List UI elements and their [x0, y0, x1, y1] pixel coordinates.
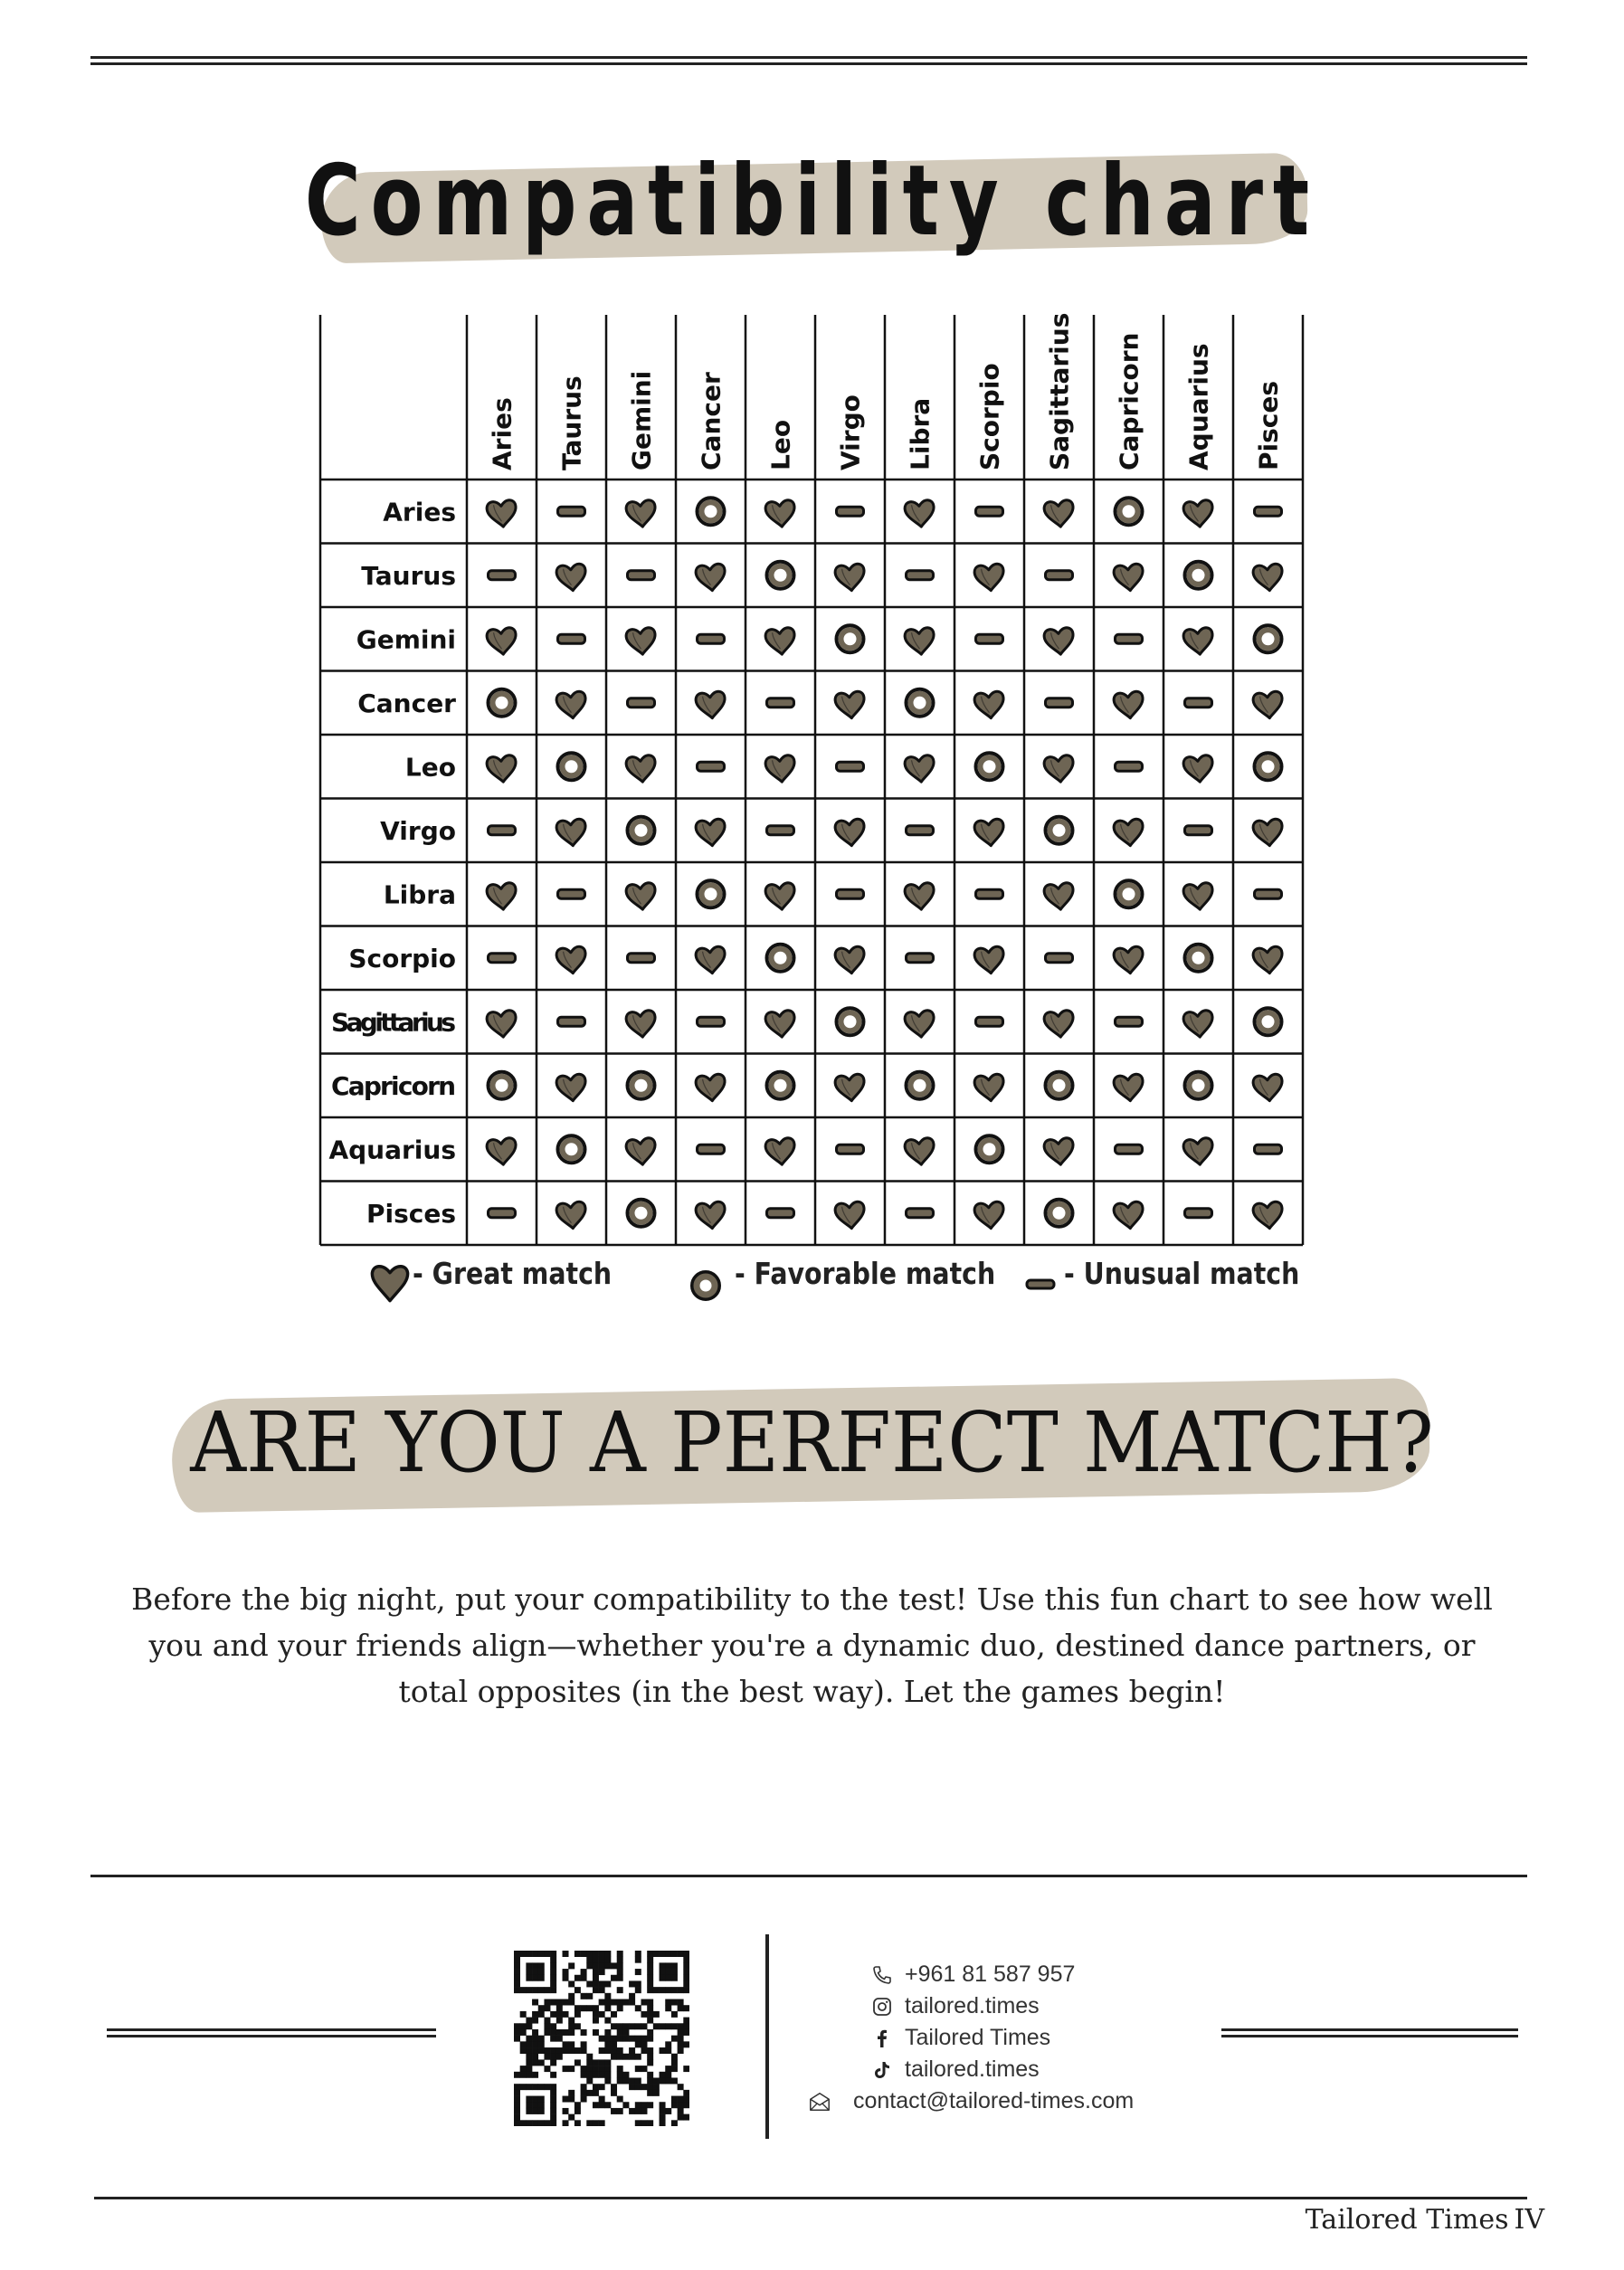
- row-header-virgo: Virgo: [380, 815, 456, 846]
- dash-icon: [698, 762, 725, 771]
- heart-icon: [625, 627, 657, 656]
- dash-icon: [767, 698, 794, 708]
- footer-issue: IV: [1514, 2204, 1544, 2236]
- tiktok-text: tailored.times: [905, 2056, 1040, 2082]
- heart-icon: [834, 946, 866, 975]
- dash-icon: [976, 634, 1003, 643]
- circle-icon: [558, 1135, 585, 1163]
- row-header-sagittarius: Sagittarius: [331, 1007, 456, 1038]
- heart-icon: [973, 1074, 1005, 1103]
- heart-icon: [1113, 564, 1144, 593]
- circle-icon: [767, 562, 794, 589]
- row-header-leo: Leo: [404, 752, 456, 783]
- dash-icon: [489, 826, 516, 835]
- circle-icon: [1116, 880, 1143, 907]
- heart-icon: [1043, 1137, 1075, 1166]
- heart-icon: [1043, 882, 1075, 911]
- heart-icon: [1182, 1137, 1214, 1166]
- dash-icon: [837, 507, 864, 516]
- heart-icon: [973, 1201, 1005, 1230]
- heart-icon: [1252, 564, 1284, 593]
- legend-circle-icon: [688, 1268, 724, 1304]
- heart-icon: [765, 1137, 796, 1166]
- legend-dash-icon: [1024, 1276, 1057, 1294]
- heart-icon: [904, 882, 935, 911]
- heart-icon: [556, 1201, 587, 1230]
- column-header-gemini: Gemini: [626, 370, 657, 470]
- heart-icon: [625, 499, 657, 528]
- heart-icon: [973, 819, 1005, 848]
- dash-icon: [1046, 571, 1073, 580]
- heart-icon: [834, 819, 866, 848]
- heart-icon: [625, 882, 657, 911]
- dash-icon: [558, 634, 585, 643]
- dash-icon: [837, 762, 864, 771]
- heart-icon: [486, 627, 518, 656]
- heart-icon: [834, 1074, 866, 1103]
- heart-icon: [904, 499, 935, 528]
- circle-icon: [628, 1072, 655, 1099]
- email-text: contact@tailored-times.com: [853, 2088, 1135, 2113]
- dash-icon: [1185, 698, 1212, 708]
- heart-icon: [1182, 755, 1214, 784]
- contact-facebook[interactable]: [870, 2025, 1050, 2051]
- mail-icon: [808, 2090, 831, 2113]
- heart-icon: [1113, 819, 1144, 848]
- circle-icon: [698, 880, 725, 907]
- qr-code[interactable]: [514, 1951, 689, 2126]
- section-heading: ARE YOU A PERFECT MATCH?: [190, 1394, 1434, 1491]
- footer-top-rule: [90, 1875, 1527, 1877]
- heart-icon: [1252, 691, 1284, 720]
- circle-icon: [1046, 817, 1073, 844]
- heart-icon: [1252, 1074, 1284, 1103]
- grid-lines: [320, 312, 1303, 1245]
- heart-icon: [695, 564, 727, 593]
- dash-icon: [1255, 507, 1282, 516]
- column-header-cancer: Cancer: [696, 372, 727, 470]
- dash-icon: [489, 954, 516, 963]
- heart-icon: [834, 691, 866, 720]
- heart-icon: [973, 946, 1005, 975]
- heart-icon: [556, 946, 587, 975]
- dash-icon: [767, 826, 794, 835]
- row-header-aries: Aries: [383, 497, 456, 527]
- heart-icon: [1043, 627, 1075, 656]
- row-header-aquarius: Aquarius: [328, 1135, 456, 1165]
- footer-right-double-rule: [1221, 2028, 1518, 2037]
- column-header-sagittarius: Sagittarius: [1044, 312, 1075, 470]
- heart-icon: [1113, 1074, 1144, 1103]
- legend-favorable-label: - Favorable match: [735, 1256, 996, 1291]
- compatibility-grid: [308, 308, 1312, 1267]
- column-header-libra: Libra: [905, 397, 935, 470]
- heart-icon: [486, 755, 518, 784]
- heart-icon: [904, 1010, 935, 1039]
- circle-icon: [558, 753, 585, 780]
- legend-heart-icon: [369, 1261, 411, 1303]
- heart-icon: [904, 1137, 935, 1166]
- heart-icon: [486, 882, 518, 911]
- dash-icon: [698, 634, 725, 643]
- dash-icon: [767, 1209, 794, 1218]
- circle-icon: [489, 1072, 516, 1099]
- dash-icon: [1116, 762, 1143, 771]
- dash-icon: [628, 571, 655, 580]
- heart-icon: [765, 755, 796, 784]
- column-header-scorpio: Scorpio: [974, 363, 1005, 470]
- heart-icon: [695, 1201, 727, 1230]
- heart-icon: [695, 1074, 727, 1103]
- heart-icon: [1043, 499, 1075, 528]
- contact-instagram[interactable]: [870, 1993, 1040, 2019]
- heart-icon: [1043, 1010, 1075, 1039]
- dash-icon: [907, 954, 934, 963]
- heart-icon: [1252, 946, 1284, 975]
- instagram-icon: [870, 1995, 894, 2018]
- heart-icon: [1113, 691, 1144, 720]
- heart-icon: [1252, 819, 1284, 848]
- footer-vertical-divider: [765, 1934, 769, 2139]
- heart-icon: [625, 755, 657, 784]
- row-header-libra: Libra: [383, 879, 456, 910]
- qr-modules: [514, 1951, 689, 2126]
- heart-icon: [486, 499, 518, 528]
- column-header-aries: Aries: [487, 397, 518, 470]
- dash-icon: [489, 1209, 516, 1218]
- circle-icon: [1046, 1072, 1073, 1099]
- heart-icon: [973, 691, 1005, 720]
- phone-text: +961 81 587 957: [905, 1961, 1076, 1987]
- heart-icon: [1182, 882, 1214, 911]
- contact-tiktok[interactable]: [870, 2056, 1040, 2083]
- circle-icon: [1185, 1072, 1212, 1099]
- footer-brand-name: Tailored Times: [1305, 2204, 1509, 2236]
- heart-icon: [695, 946, 727, 975]
- heart-icon: [625, 1010, 657, 1039]
- row-header-taurus: Taurus: [361, 560, 456, 591]
- dash-icon: [976, 507, 1003, 516]
- row-header-pisces: Pisces: [366, 1198, 456, 1229]
- column-header-aquarius: Aquarius: [1183, 343, 1214, 470]
- legend-great-label: - Great match: [413, 1256, 613, 1291]
- dash-icon: [698, 1144, 725, 1154]
- heart-icon: [1113, 1201, 1144, 1230]
- circle-icon: [628, 817, 655, 844]
- instagram-text: tailored.times: [905, 1993, 1040, 2018]
- facebook-icon: [870, 2027, 894, 2050]
- heart-icon: [765, 627, 796, 656]
- dash-icon: [1185, 1209, 1212, 1218]
- circle-icon: [837, 1008, 864, 1035]
- dash-icon: [1116, 1017, 1143, 1026]
- heart-icon: [1182, 627, 1214, 656]
- column-header-capricorn: Capricorn: [1114, 332, 1144, 470]
- dash-icon: [1185, 826, 1212, 835]
- heart-icon: [556, 1074, 587, 1103]
- row-header-capricorn: Capricorn: [331, 1070, 456, 1101]
- intro-paragraph: Before the big night, put your compatibility to the test! Use this fun chart to see how well you and your friends align—whether you're a dynamic duo, destined dance partners, or total opposites (in the best way). Let the games begin!: [131, 1581, 1493, 1709]
- dash-icon: [698, 1017, 725, 1026]
- circle-icon: [489, 689, 516, 717]
- column-header-taurus: Taurus: [556, 375, 587, 470]
- footer-brand: [1306, 2204, 1544, 2236]
- dash-icon: [907, 826, 934, 835]
- circle-icon: [698, 498, 725, 525]
- circle-icon: [976, 1135, 1003, 1163]
- dash-icon: [1116, 634, 1143, 643]
- heart-icon: [1182, 499, 1214, 528]
- row-header-cancer: Cancer: [357, 688, 456, 718]
- circle-icon: [767, 945, 794, 972]
- circle-icon: [1116, 498, 1143, 525]
- dash-icon: [1255, 1144, 1282, 1154]
- legend-unusual-label: - Unusual match: [1064, 1256, 1300, 1291]
- dash-icon: [907, 1209, 934, 1218]
- dash-icon: [558, 889, 585, 898]
- column-header-leo: Leo: [765, 419, 796, 470]
- dash-icon: [976, 889, 1003, 898]
- heart-icon: [1252, 1201, 1284, 1230]
- circle-icon: [1046, 1200, 1073, 1227]
- circle-icon: [767, 1072, 794, 1099]
- dash-icon: [1046, 698, 1073, 708]
- dash-icon: [837, 1144, 864, 1154]
- dash-icon: [628, 954, 655, 963]
- circle-icon: [907, 1072, 934, 1099]
- heart-icon: [834, 564, 866, 593]
- heart-icon: [1113, 946, 1144, 975]
- dash-icon: [489, 571, 516, 580]
- heart-icon: [556, 564, 587, 593]
- contact-email[interactable]: [808, 2088, 1134, 2114]
- column-header-pisces: Pisces: [1253, 380, 1284, 470]
- circle-icon: [1185, 945, 1212, 972]
- phone-icon: [870, 1963, 894, 1987]
- heart-icon: [486, 1010, 518, 1039]
- heart-icon: [1043, 755, 1075, 784]
- circle-icon: [1185, 562, 1212, 589]
- footer-left-double-rule: [107, 2028, 436, 2037]
- heart-icon: [765, 499, 796, 528]
- circle-icon: [1255, 625, 1282, 652]
- circle-icon: [907, 689, 934, 717]
- dash-icon: [976, 1017, 1003, 1026]
- facebook-text: Tailored Times: [905, 2025, 1051, 2050]
- row-header-gemini: Gemini: [356, 624, 456, 655]
- column-header-virgo: Virgo: [835, 394, 866, 470]
- dash-icon: [1116, 1144, 1143, 1154]
- contact-phone[interactable]: [870, 1961, 1075, 1988]
- dash-icon: [907, 571, 934, 580]
- circle-icon: [837, 625, 864, 652]
- page-title: Compatibility chart: [304, 145, 1320, 258]
- top-double-rule: [90, 56, 1527, 65]
- heart-icon: [695, 691, 727, 720]
- heart-icon: [765, 1010, 796, 1039]
- heart-icon: [556, 819, 587, 848]
- circle-icon: [1255, 753, 1282, 780]
- row-header-scorpio: Scorpio: [348, 943, 456, 974]
- heart-icon: [904, 627, 935, 656]
- dash-icon: [837, 889, 864, 898]
- heart-icon: [486, 1137, 518, 1166]
- heart-icon: [556, 691, 587, 720]
- tiktok-icon: [870, 2058, 894, 2082]
- heart-icon: [1182, 1010, 1214, 1039]
- dash-icon: [558, 507, 585, 516]
- dash-icon: [1255, 889, 1282, 898]
- heart-icon: [765, 882, 796, 911]
- dash-icon: [558, 1017, 585, 1026]
- heart-icon: [695, 819, 727, 848]
- heart-icon: [834, 1201, 866, 1230]
- heart-icon: [625, 1137, 657, 1166]
- dash-icon: [628, 698, 655, 708]
- circle-icon: [628, 1200, 655, 1227]
- dash-icon: [1046, 954, 1073, 963]
- circle-icon: [976, 753, 1003, 780]
- heart-icon: [973, 564, 1005, 593]
- heart-icon: [904, 755, 935, 784]
- footer-bottom-rule: [94, 2197, 1527, 2199]
- circle-icon: [1255, 1008, 1282, 1035]
